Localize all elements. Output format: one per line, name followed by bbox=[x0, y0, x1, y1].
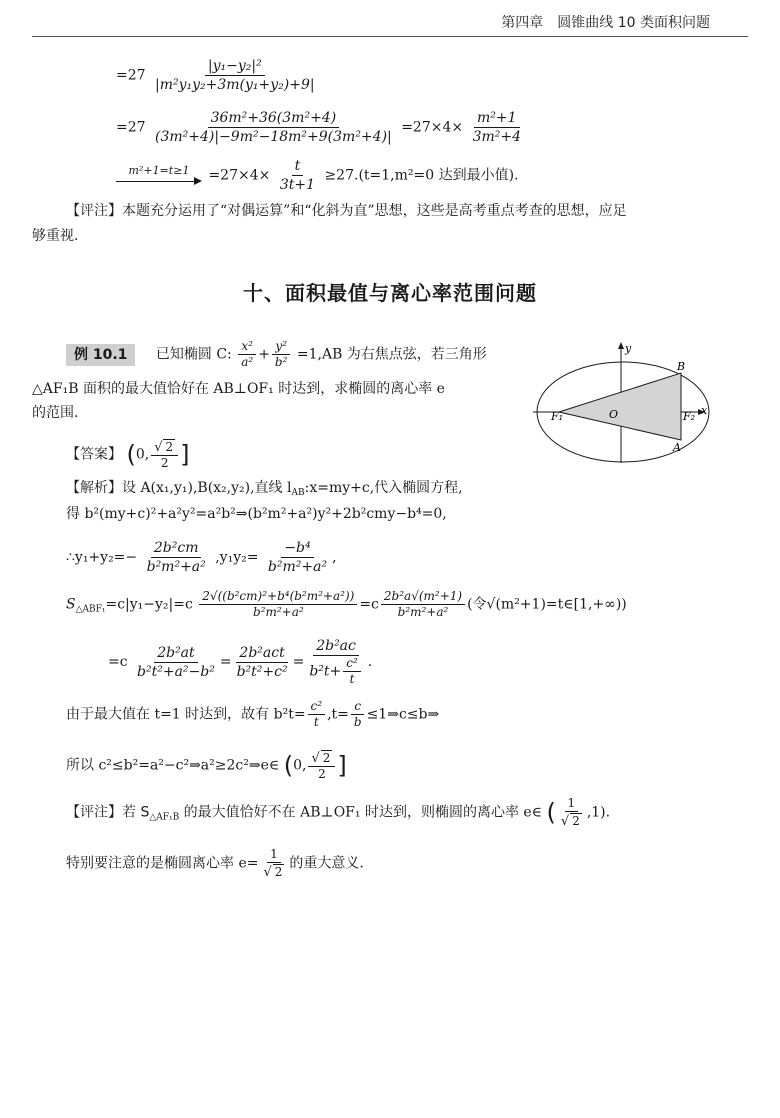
right-arrow-icon bbox=[116, 177, 202, 186]
statement-text: 已知椭圆 C: bbox=[155, 346, 232, 363]
denominator: |m²y₁y₂+3m(y₁+y₂)+9| bbox=[155, 77, 315, 93]
remark2-line-1 bbox=[66, 797, 610, 828]
point-f1-label: F₁ bbox=[551, 410, 564, 423]
sqrt-radicand: 2 bbox=[165, 440, 174, 454]
numerator: 2b²a√(m²+1) bbox=[381, 590, 465, 605]
fraction bbox=[308, 750, 335, 781]
remark-line-2: 够重视. bbox=[32, 228, 79, 244]
denominator: 2 bbox=[160, 456, 169, 470]
open-paren: ( bbox=[126, 440, 136, 469]
arrow-label: m²+1=t≥1 bbox=[128, 164, 190, 177]
fraction bbox=[306, 638, 365, 686]
point-a-label: A bbox=[673, 441, 681, 454]
denominator: b²m²+a² bbox=[267, 559, 328, 575]
analysis-line-5 bbox=[108, 638, 372, 686]
analysis-text: = bbox=[292, 654, 305, 670]
denominator: a² bbox=[241, 355, 254, 369]
eq-27: =27 bbox=[116, 67, 146, 84]
numerator: √ 2 bbox=[308, 750, 335, 767]
numerator: 2b²cm bbox=[151, 540, 202, 558]
fraction bbox=[351, 700, 365, 729]
derivation-line-3 bbox=[116, 158, 519, 193]
analysis-line-4 bbox=[66, 590, 627, 620]
open-paren: ( bbox=[546, 798, 556, 827]
numerator: |y₁−y₂|² bbox=[205, 58, 265, 76]
sqrt-radicand: 2 bbox=[274, 865, 283, 879]
numerator: √ 2 bbox=[151, 439, 178, 456]
analysis-text: ≤1⇒c≤b⇒ bbox=[366, 706, 440, 723]
denominator: b² bbox=[274, 355, 288, 369]
numerator: c bbox=[351, 700, 364, 715]
analysis-line-1 bbox=[66, 478, 463, 503]
denominator: √ 2 bbox=[263, 865, 283, 880]
example-label: 例 10.1 bbox=[66, 344, 135, 366]
numerator: m²+1 bbox=[474, 110, 520, 128]
analysis-text: , bbox=[332, 549, 337, 566]
analysis-text: . bbox=[367, 654, 373, 670]
y-label: y bbox=[625, 342, 632, 355]
analysis-line-7 bbox=[66, 750, 347, 781]
conclusion: ≥27.(t=1,m²=0 达到最小值). bbox=[324, 167, 519, 184]
area-symbol: S bbox=[66, 596, 76, 613]
remark-text: 的最大值恰好不在 AB⊥OF₁ 时达到，则椭圆的离心率 e∈ bbox=[179, 804, 543, 821]
numerator: 36m²+36(3m²+4) bbox=[208, 110, 340, 128]
analysis-text: =c bbox=[108, 654, 128, 670]
ellipse-figure bbox=[533, 338, 713, 466]
fraction bbox=[134, 645, 218, 680]
remark-text: 特别要注意的是椭圆离心率 e= bbox=[66, 855, 259, 872]
remark-text: 【评注】若 S bbox=[66, 804, 150, 821]
x-label: x bbox=[701, 404, 708, 417]
denominator: b²m²+a² bbox=[146, 559, 206, 575]
numerator: c² bbox=[343, 657, 361, 672]
analysis-text: (令√(m²+1)=t∈[1,+∞)) bbox=[467, 596, 627, 613]
subscript: △ABF₁ bbox=[75, 604, 106, 615]
coefficient: =27×4× bbox=[401, 119, 464, 136]
remark-line-1: 【评注】本题充分运用了“对偶运算”和“化斜为直”思想，这些是高考重点考查的思想，应足 bbox=[66, 203, 627, 219]
fraction bbox=[238, 340, 256, 369]
fraction bbox=[260, 848, 287, 879]
analysis-text: :x=my+c,代入椭圆方程, bbox=[304, 480, 463, 496]
numerator: y² bbox=[272, 340, 290, 355]
derivation-line-1 bbox=[116, 58, 320, 93]
open-paren: ( bbox=[283, 751, 294, 780]
analysis-text: =c bbox=[359, 596, 379, 613]
close-bracket: ] bbox=[337, 751, 347, 780]
denominator: (3m²+4)|−9m²−18m²+9(3m²+4)| bbox=[155, 129, 392, 145]
analysis-text: ∴y₁+y₂=− bbox=[66, 549, 138, 566]
sqrt-radicand: 2 bbox=[322, 751, 331, 765]
example-statement-1 bbox=[66, 340, 487, 369]
remark-text: 的重大意义. bbox=[289, 855, 364, 872]
numerator: 2b²ac bbox=[313, 638, 359, 656]
fraction bbox=[199, 590, 357, 619]
interval-start: 0, bbox=[293, 757, 307, 774]
fraction bbox=[470, 110, 524, 145]
nested-fraction bbox=[343, 657, 361, 686]
remark-text: ,1) bbox=[586, 804, 606, 821]
remark-text: . bbox=[605, 804, 611, 821]
statement-text: =1,AB 为右焦点弦，若三角形 bbox=[296, 346, 487, 363]
running-head: 第四章 圆锥曲线 10 类面积问题 bbox=[501, 15, 710, 31]
numerator: 1 bbox=[267, 848, 281, 863]
coefficient: =27×4× bbox=[208, 167, 271, 184]
denominator: 3m²+4 bbox=[472, 129, 522, 145]
denominator: t bbox=[313, 715, 319, 729]
fraction bbox=[144, 540, 209, 575]
analysis-text: 由于最大值在 t=1 时达到，故有 b²t= bbox=[66, 706, 306, 723]
example-statement-2: △AF₁B 面积的最大值恰好在 AB⊥OF₁ 时达到，求椭圆的离心率 e bbox=[32, 381, 445, 397]
answer-head: 【答案】 bbox=[66, 446, 122, 463]
analysis-text: ,t= bbox=[327, 706, 349, 723]
fraction bbox=[265, 540, 330, 575]
plus-sign: + bbox=[258, 346, 270, 363]
substitution-arrow bbox=[116, 165, 202, 186]
fraction bbox=[152, 58, 318, 93]
eq-27: =27 bbox=[116, 119, 146, 136]
denominator: 2 bbox=[318, 767, 326, 781]
numerator: x² bbox=[238, 340, 256, 355]
fraction bbox=[277, 158, 318, 193]
analysis-text: ,y₁y₂= bbox=[215, 549, 259, 566]
remark2-line-2 bbox=[66, 848, 364, 879]
denominator: b²t²+a²−b² bbox=[137, 663, 215, 680]
fraction bbox=[152, 110, 395, 145]
analysis-line-6 bbox=[66, 700, 439, 729]
section-title: 十、面积最值与离心率范围问题 bbox=[243, 281, 537, 305]
analysis-line-3 bbox=[66, 540, 337, 575]
numerator: 2√((b²cm)²+b⁴(b²m²+a²)) bbox=[199, 590, 357, 605]
interval-start: 0, bbox=[135, 446, 150, 463]
fraction bbox=[381, 590, 465, 619]
numerator: t bbox=[292, 158, 304, 176]
denominator bbox=[306, 656, 365, 686]
denominator-text: b²t+ bbox=[309, 663, 342, 680]
numerator: −b⁴ bbox=[281, 540, 313, 558]
analysis-text: =c|y₁−y₂|=c bbox=[105, 596, 193, 613]
numerator: 1 bbox=[565, 797, 579, 812]
denominator: √ 2 bbox=[560, 814, 580, 829]
numerator: 2b²act bbox=[236, 645, 287, 663]
denominator: b²t²+c² bbox=[236, 663, 288, 680]
point-f2-label: F₂ bbox=[683, 410, 696, 423]
fraction bbox=[234, 645, 291, 680]
denominator: b bbox=[353, 715, 362, 729]
denominator: b²m²+a² bbox=[397, 605, 449, 619]
subscript: AB bbox=[291, 488, 305, 498]
fraction bbox=[272, 340, 291, 369]
derivation-line-2 bbox=[116, 110, 526, 145]
numerator: c² bbox=[308, 700, 326, 715]
triangle-af1b bbox=[559, 373, 681, 440]
close-bracket: ] bbox=[180, 440, 190, 469]
fraction bbox=[308, 700, 326, 729]
fraction bbox=[151, 439, 178, 470]
analysis-text: 所以 c²≤b²=a²−c²⇒a²≥2c²⇒e∈ bbox=[66, 757, 280, 774]
subscript: △AF₁B bbox=[149, 812, 180, 823]
fraction bbox=[558, 797, 585, 828]
y-axis-arrow-icon bbox=[618, 342, 624, 349]
analysis-line-2: 得 b²(my+c)²+a²y²=a²b²⇒(b²m²+a²)y²+2b²cmy−b⁴=0, bbox=[66, 506, 447, 522]
point-b-label: B bbox=[677, 360, 686, 373]
denominator: 3t+1 bbox=[279, 177, 315, 193]
answer-line bbox=[66, 439, 190, 470]
sqrt-radicand: 2 bbox=[572, 814, 580, 828]
denominator: b²m²+a² bbox=[252, 605, 304, 619]
header-rule bbox=[32, 36, 748, 37]
origin-label: O bbox=[609, 408, 619, 421]
numerator: 2b²at bbox=[154, 645, 197, 663]
analysis-text: 【解析】设 A(x₁,y₁),B(x₂,y₂),直线 l bbox=[66, 480, 292, 496]
analysis-text: = bbox=[219, 654, 232, 670]
example-statement-3: 的范围. bbox=[32, 405, 79, 421]
denominator: t bbox=[349, 672, 355, 686]
